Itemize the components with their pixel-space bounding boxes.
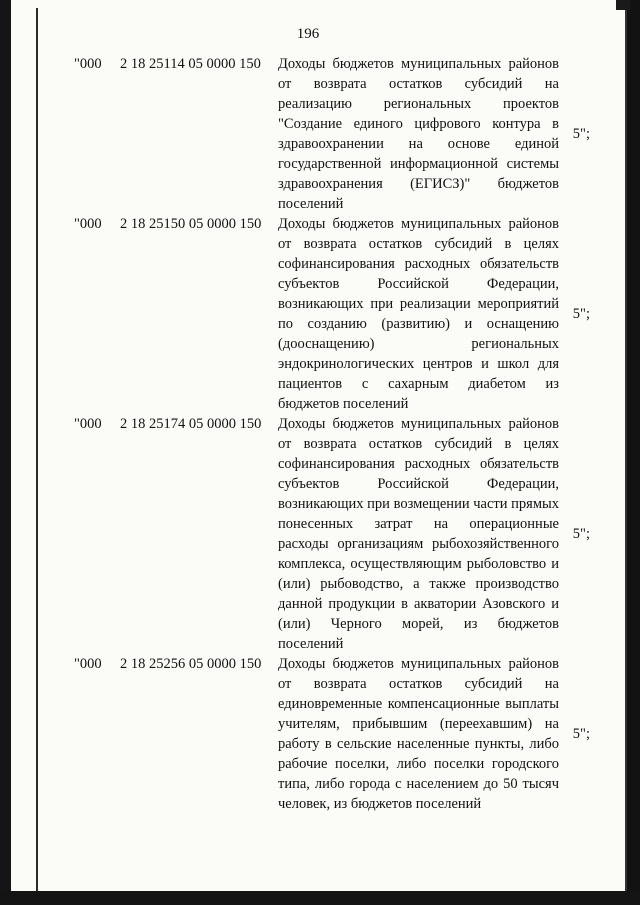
code-open-quote: "000 (74, 656, 102, 672)
row-code (72, 54, 278, 214)
code-open-quote: "000 (74, 416, 102, 432)
code-open-quote: "000 (74, 216, 102, 232)
scan-corner-top-right (616, 0, 630, 10)
row-footnote-suffix: 5"; (572, 126, 590, 142)
table-row (72, 414, 594, 654)
scan-edge-bottom (0, 891, 640, 905)
code-value: 2 18 25150 05 0000 150 (120, 216, 262, 232)
row-footnote-suffix: 5"; (572, 526, 590, 542)
table-row (72, 214, 594, 414)
row-description: Доходы бюджетов муниципальных районов от возврата остатков субсидий на реализацию региональных проектов "Создание единого цифрового контура в здравоохранении на основе единой государственной информационной системы здравоохранения (ЕГИСЗ)" бюджетов поселений (278, 56, 559, 212)
row-code (72, 654, 278, 814)
left-margin-rule (36, 8, 38, 905)
page-number: 196 (296, 26, 320, 42)
row-description: Доходы бюджетов муниципальных районов от возврата остатков субсидий в целях софинансирования расходных обязательств субъектов Российской Федерации, возникающих при реализации мероприятий по созданию (развитию) и оснащению (дооснащению) региональных эндокринологических центров и школ для пациентов с сахарным диабетом из бюджетов поселений (278, 216, 559, 412)
row-code (72, 214, 278, 414)
scan-edge-right (625, 0, 640, 905)
document-content (72, 26, 594, 814)
code-open-quote: "000 (74, 56, 102, 72)
row-footnote-suffix: 5"; (572, 306, 590, 322)
row-footnote-suffix: 5"; (572, 726, 590, 742)
code-value: 2 18 25256 05 0000 150 (120, 656, 262, 672)
code-value: 2 18 25114 05 0000 150 (120, 56, 261, 72)
table-row (72, 54, 594, 214)
code-value: 2 18 25174 05 0000 150 (120, 416, 262, 432)
table-row (72, 654, 594, 814)
row-code (72, 414, 278, 654)
scan-edge-left (0, 0, 11, 905)
row-description: Доходы бюджетов муниципальных районов от возврата остатков субсидий на единовременные компенсационные выплаты учителям, прибывшим (переехавшим) на работу в сельские населенные пункты, либо рабочие поселки, либо поселки городского типа, либо города с населением до 50 тысяч человек, из бюджетов поселений (278, 656, 559, 812)
row-description: Доходы бюджетов муниципальных районов от возврата остатков субсидий в целях софинансирования расходных обязательств субъектов Российской Федерации, возникающих при возмещении части прямых понесенных затрат на операционные расходы организациям рыбохозяйственного комплекса, осуществляющим рыболовство и (или) рыбоводство, а также производство данной продукции в акватории Азовского и (или) Черного морей, из бюджетов поселений (278, 416, 559, 652)
